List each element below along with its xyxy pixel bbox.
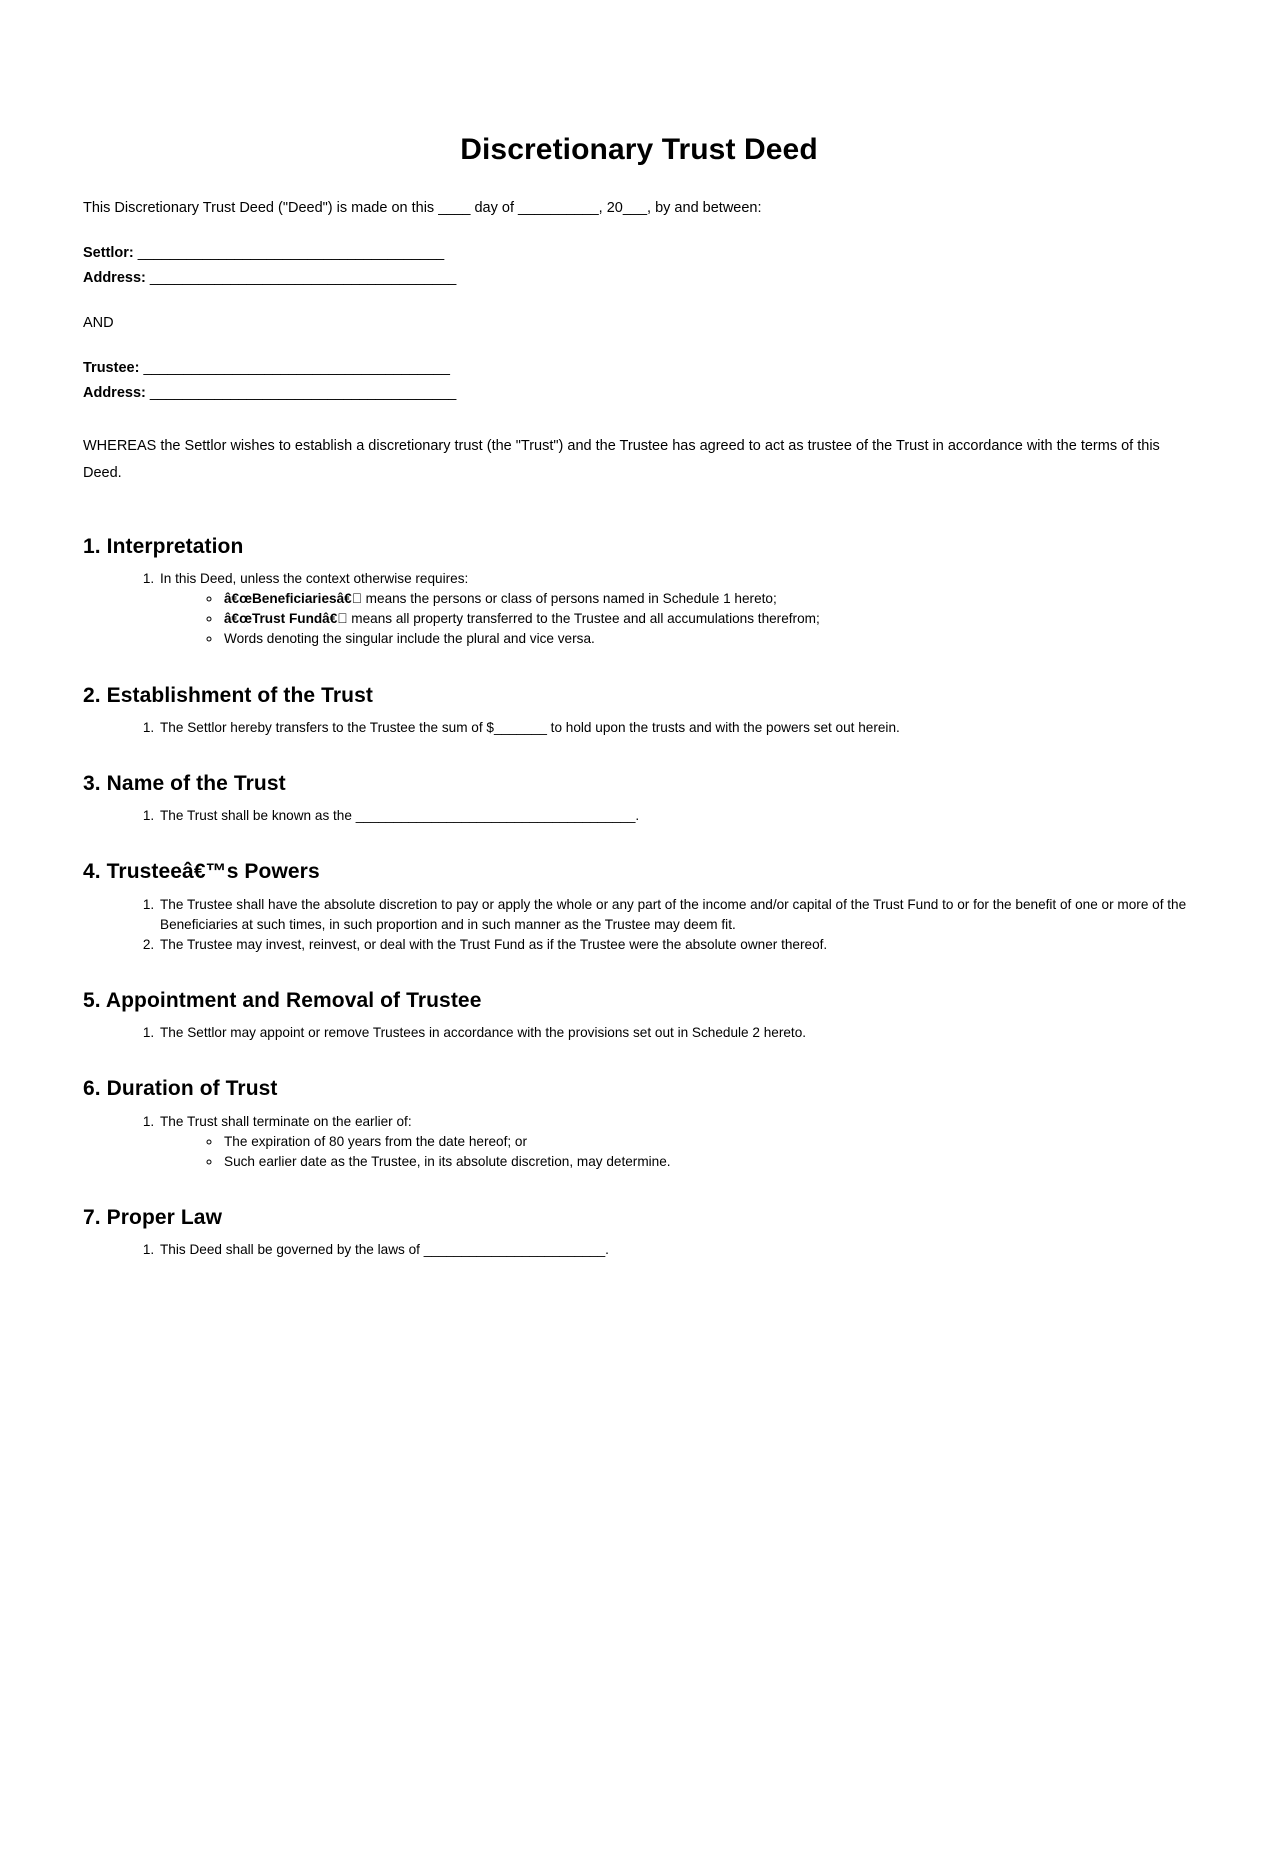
clause-item xyxy=(158,569,1195,649)
clause-text: The Settlor hereby transfers to the Trustee the sum of $_______ to hold upon the trusts and with the powers set out herein. xyxy=(160,719,900,735)
clause-item xyxy=(158,1023,1195,1043)
settlor-blank-line: ______________________________________ xyxy=(133,245,445,262)
recital-paragraph: WHEREAS the Settlor wishes to establish a discretionary trust (the "Trust") and the Trustee has agreed to act as trustee of the Trust in accordance with the terms of this Deed. xyxy=(83,437,1160,481)
section-clause-list xyxy=(83,1240,1195,1260)
definition-text: means the persons or class of persons named in Schedule 1 hereto; xyxy=(355,591,767,607)
clause-text: This Deed shall be governed by the laws of ________________________. xyxy=(160,1242,609,1258)
section-heading: 2. Establishment of the Trust xyxy=(83,683,373,707)
intro-paragraph: This Discretionary Trust Deed ("Deed") is made on this ____ day of __________, 20___, by and between: xyxy=(83,200,762,216)
section-clause-list xyxy=(83,718,1195,738)
definition-item xyxy=(222,589,1195,609)
clause-item xyxy=(158,806,1195,826)
section-clause-list xyxy=(83,1023,1195,1043)
settlor-row xyxy=(83,241,1195,266)
section-clause-list xyxy=(83,1112,1195,1172)
clause-text: In this Deed, unless the context otherwise requires: xyxy=(160,571,469,587)
section-heading: 3. Name of the Trust xyxy=(83,771,286,795)
clause-text: The Trust shall terminate on the earlier of: xyxy=(160,1113,412,1129)
section-heading: 4. Trusteeâ€™s Powers xyxy=(83,860,320,884)
document-content xyxy=(83,0,1195,1260)
trustee-label: Trustee: xyxy=(83,359,140,376)
settlor-label: Settlor: xyxy=(83,245,134,262)
definition-list xyxy=(160,589,1195,649)
clause-text: The Trustee shall have the absolute discretion to pay or apply the whole or any part of the income and/or capital of the Trust Fund to or for the benefit of one or more of the Beneficiaries at such times, in such proportion and in such manner as the Trustee may deem fit. xyxy=(160,896,1187,932)
trustee-address-row xyxy=(83,381,1195,406)
clause-item xyxy=(158,895,1195,935)
defined-term: â€œBeneficiariesâ€ xyxy=(224,591,356,607)
definition-item xyxy=(222,1132,1195,1152)
settlor-address-row xyxy=(83,266,1195,291)
settlor-address-blank-line: ______________________________________ xyxy=(145,269,457,286)
clause-item xyxy=(158,935,1195,955)
trustee-row xyxy=(83,356,1195,381)
settlor-address-label: Address: xyxy=(83,269,146,286)
definition-text: The expiration of 80 years from the date hereof; or xyxy=(224,1133,528,1149)
section-heading: 5. Appointment and Removal of Trustee xyxy=(83,988,482,1012)
clause-text: The Trust shall be known as the _____________________________________. xyxy=(160,808,640,824)
definition-item xyxy=(222,629,1195,649)
clause-item xyxy=(158,718,1195,738)
definition-list xyxy=(160,1132,1195,1172)
trustee-party-block xyxy=(83,356,1195,406)
definition-text: Words denoting the singular include the plural and vice versa. xyxy=(224,631,595,647)
section-clause-list xyxy=(83,806,1195,826)
clause-item xyxy=(158,1112,1195,1172)
trustee-address-blank-line: ______________________________________ xyxy=(145,384,457,401)
trustee-blank-line: ______________________________________ xyxy=(139,359,450,376)
defined-term: â€œTrust Fundâ€ xyxy=(224,611,342,627)
clause-text: The Settlor may appoint or remove Trustees in accordance with the provisions set out in Schedule 2 hereto. xyxy=(160,1025,807,1041)
page-title: Discretionary Trust Deed xyxy=(460,133,818,166)
trustee-address-label: Address: xyxy=(83,384,146,401)
definition-item xyxy=(222,1152,1195,1172)
clause-text: The Trustee may invest, reinvest, or deal with the Trust Fund as if the Trustee were the absolute owner thereof. xyxy=(160,936,828,952)
and-connector: AND xyxy=(83,314,114,331)
section-clause-list xyxy=(83,569,1195,649)
section-heading: 1. Interpretation xyxy=(83,534,244,558)
definition-text: means all property transferred to the Trustee and all accumulations therefrom; xyxy=(341,611,810,627)
definition-text: Such earlier date as the Trustee, in its absolute discretion, may determine. xyxy=(224,1153,671,1169)
clause-item xyxy=(158,1240,1195,1260)
definition-item xyxy=(222,609,1195,629)
section-heading: 7. Proper Law xyxy=(83,1205,223,1229)
section-clause-list xyxy=(83,895,1195,955)
section-heading: 6. Duration of Trust xyxy=(83,1077,278,1101)
sections-container xyxy=(83,501,1195,1260)
settlor-party-block xyxy=(83,241,1195,291)
